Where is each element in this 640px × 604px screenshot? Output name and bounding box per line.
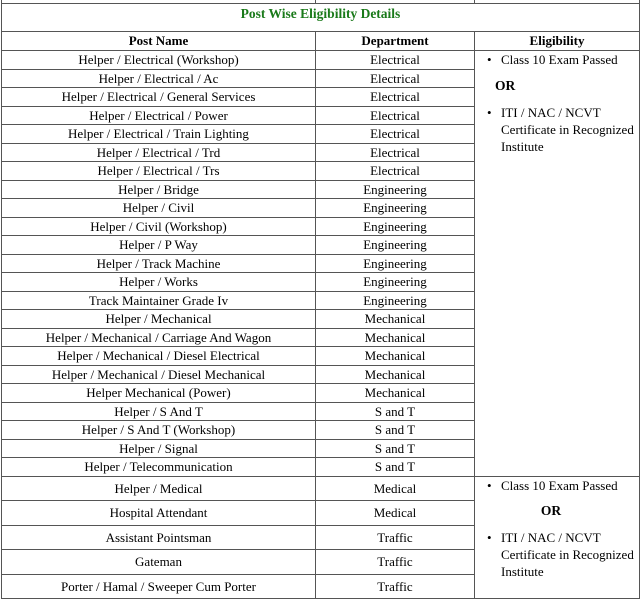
eligibility-item: • Class 10 Exam Passed [487, 477, 618, 493]
department-cell: Electrical [316, 125, 475, 144]
table-title: Post Wise Eligibility Details [2, 4, 640, 32]
post-name-cell: Helper / Mechanical / Diesel Electrical [2, 347, 316, 366]
department-cell: Engineering [316, 217, 475, 236]
group2-eligibility-cell [475, 476, 640, 599]
department-cell: Electrical [316, 51, 475, 70]
post-name-cell: Helper / Electrical / Power [2, 106, 316, 125]
post-name-cell: Helper / Electrical / Trs [2, 162, 316, 181]
post-name-cell: Helper / Mechanical [2, 310, 316, 329]
post-name-cell: Porter / Hamal / Sweeper Cum Porter [2, 574, 316, 599]
department-cell: Electrical [316, 106, 475, 125]
eligibility-list [483, 51, 639, 68]
post-name-cell: Helper / Electrical / Train Lighting [2, 125, 316, 144]
department-cell: Mechanical [316, 365, 475, 384]
department-cell: Engineering [316, 199, 475, 218]
eligibility-list [483, 529, 639, 580]
post-name-cell: Helper / Track Machine [2, 254, 316, 273]
eligibility-table [1, 0, 640, 599]
post-name-cell: Gateman [2, 550, 316, 575]
post-name-cell: Helper / Mechanical / Diesel Mechanical [2, 365, 316, 384]
bullet-icon: • [487, 477, 492, 493]
post-name-cell: Track Maintainer Grade Iv [2, 291, 316, 310]
post-name-cell: Helper / Works [2, 273, 316, 292]
bullet-icon: • [487, 530, 492, 545]
post-name-header: Post Name [2, 32, 316, 51]
or-separator: OR [540, 502, 562, 518]
department-cell: Engineering [316, 273, 475, 292]
post-name-cell: Helper / Civil [2, 199, 316, 218]
post-name-cell: Helper / Mechanical / Carriage And Wagon [2, 328, 316, 347]
post-name-cell: Helper / P Way [2, 236, 316, 255]
department-cell: Engineering [316, 254, 475, 273]
department-cell: Traffic [316, 550, 475, 575]
or-separator: OR [495, 78, 516, 93]
eligibility-item: • ITI / NAC / NCVT Certificate in Recognized Institute [487, 104, 634, 154]
eligibility-list [483, 477, 639, 494]
post-name-cell: Helper / Electrical / Ac [2, 69, 316, 88]
post-name-cell: Hospital Attendant [2, 501, 316, 526]
bullet-icon: • [487, 52, 492, 67]
department-cell: Electrical [316, 143, 475, 162]
header-row [2, 32, 640, 51]
department-cell: Traffic [316, 574, 475, 599]
eligibility-header: Eligibility [475, 32, 640, 51]
table-row [2, 51, 640, 70]
department-cell: S and T [316, 402, 475, 421]
department-cell: S and T [316, 439, 475, 458]
post-name-cell: Helper / Telecommunication [2, 458, 316, 477]
group2-body [2, 476, 640, 599]
department-cell: Mechanical [316, 328, 475, 347]
department-cell: S and T [316, 421, 475, 440]
eligibility-list [483, 104, 639, 155]
post-name-cell: Helper / Medical [2, 476, 316, 501]
department-cell: Mechanical [316, 347, 475, 366]
department-cell: Traffic [316, 525, 475, 550]
post-name-cell: Helper / Electrical / General Services [2, 88, 316, 107]
group1-body [2, 51, 640, 477]
department-cell: Engineering [316, 180, 475, 199]
department-cell: Electrical [316, 69, 475, 88]
department-cell: Medical [316, 501, 475, 526]
post-name-cell: Helper Mechanical (Power) [2, 384, 316, 403]
eligibility-item: • Class 10 Exam Passed [487, 52, 618, 67]
post-name-cell: Helper / S And T (Workshop) [2, 421, 316, 440]
department-cell: Mechanical [316, 310, 475, 329]
department-cell: Electrical [316, 88, 475, 107]
department-cell: Mechanical [316, 384, 475, 403]
post-name-cell: Helper / Electrical (Workshop) [2, 51, 316, 70]
table-row [2, 476, 640, 501]
bullet-icon: • [487, 104, 492, 120]
post-name-cell: Helper / Electrical / Trd [2, 143, 316, 162]
post-name-cell: Helper / Signal [2, 439, 316, 458]
department-cell: S and T [316, 458, 475, 477]
department-cell: Medical [316, 476, 475, 501]
post-name-cell: Helper / S And T [2, 402, 316, 421]
post-name-cell: Helper / Civil (Workshop) [2, 217, 316, 236]
title-row [2, 4, 640, 32]
department-cell: Electrical [316, 162, 475, 181]
post-name-cell: Assistant Pointsman [2, 525, 316, 550]
eligibility-item: • ITI / NAC / NCVT Certificate in Recognized Institute [487, 530, 634, 579]
post-name-cell: Helper / Bridge [2, 180, 316, 199]
department-cell: Engineering [316, 291, 475, 310]
department-header: Department [316, 32, 475, 51]
group1-eligibility-cell [475, 51, 640, 477]
department-cell: Engineering [316, 236, 475, 255]
